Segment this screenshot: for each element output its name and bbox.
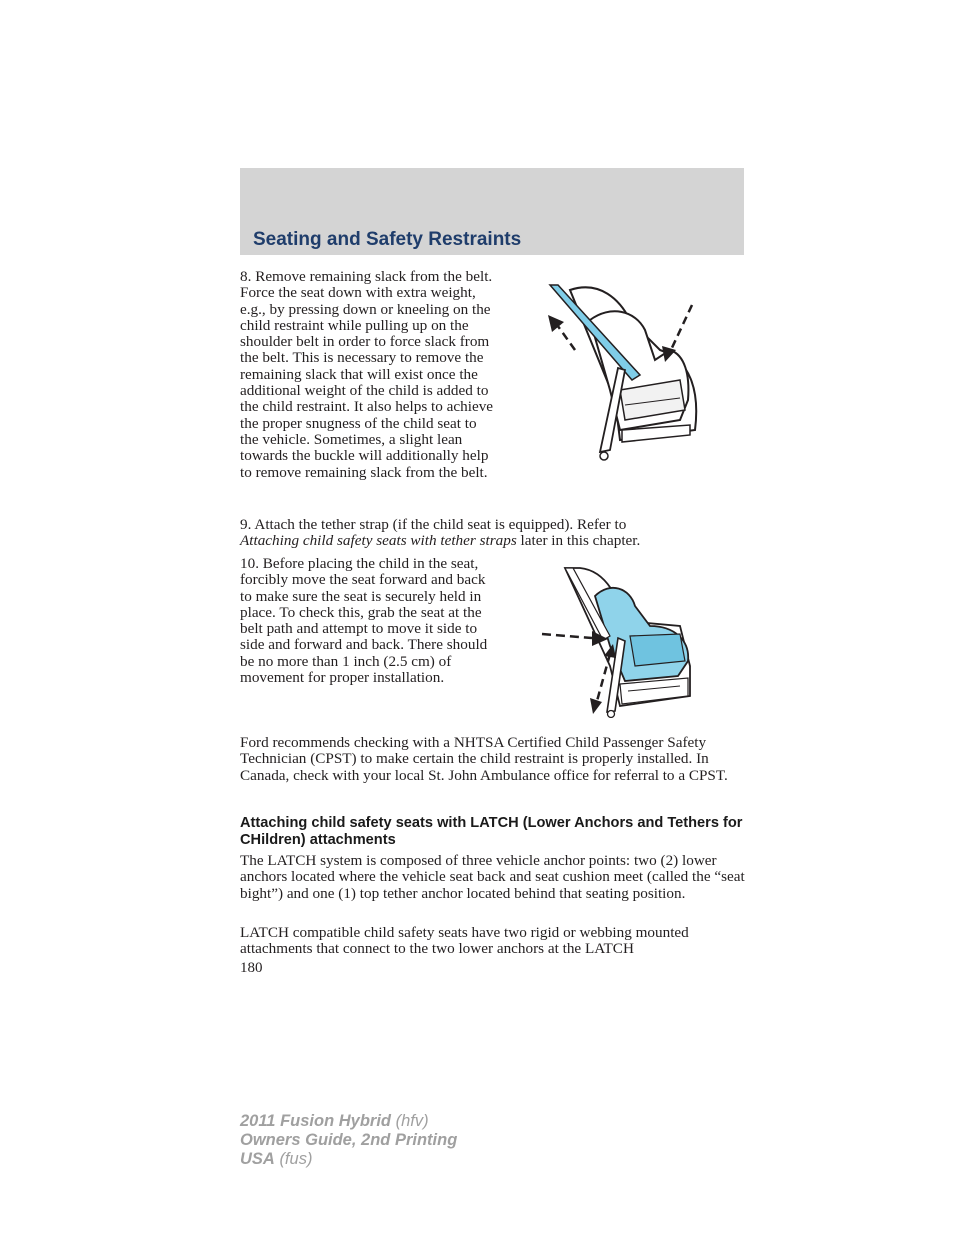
step-9-reference: Attaching child safety seats with tether straps bbox=[240, 532, 517, 550]
child-seat-belt-tighten-illustration bbox=[540, 280, 710, 470]
page-title: Seating and Safety Restraints bbox=[253, 229, 522, 250]
step-9-prefix: 9. Attach the tether strap (if the child seat is equipped). Refer to bbox=[240, 516, 627, 533]
child-seat-movement-check-illustration bbox=[540, 566, 700, 718]
footer-region-code: (fus) bbox=[279, 1150, 313, 1168]
step-8-body: 8. Remove remaining slack from the belt. Force the seat down with extra weight, e.g., by pressing down or kneeling on the child restraint while pulling up on the shoulder belt in order to force slack from the belt. This is necessary to remove the remaining slack that will exist once the additional weight of the child is added to the child restraint. It also helps to achieve the proper snugness of the child seat to the vehicle. Sometimes, a slight lean towards the buckle will additionally help to remove remaining slack from the belt. bbox=[240, 268, 494, 481]
side-to-side-arrow-icon bbox=[542, 634, 592, 638]
page-number: 180 bbox=[240, 960, 263, 976]
step-10-text bbox=[240, 556, 495, 686]
push-down-arrow-icon bbox=[670, 305, 692, 352]
footer-guide: Owners Guide, 2nd Printing bbox=[240, 1131, 458, 1149]
ford-recommends-text: Ford recommends checking with a NHTSA Certified Child Passenger Safety Technician (CPST) to make certain the child restraint is properly installed. In Canada, check with your local St. John Ambulance office for referral to a CPST. bbox=[240, 734, 728, 784]
footer-region: USA bbox=[240, 1150, 275, 1168]
latch-section-heading: Attaching child safety seats with LATCH (Lower Anchors and Tethers for CHildren) attachments bbox=[240, 815, 743, 848]
forward-back-arrow-icon bbox=[597, 654, 610, 701]
step-9-suffix: later in this chapter. bbox=[520, 532, 641, 550]
footer-model: 2011 Fusion Hybrid bbox=[240, 1112, 391, 1130]
step-8-text bbox=[240, 269, 560, 481]
step-9-text bbox=[240, 517, 745, 550]
step-10-body: 10. Before placing the child in the seat, forcibly move the seat forward and back to make sure the seat is securely held in place. To check this, grab the seat at the belt path and attempt to move it side to side and forward and back. There should be no more than 1 inch (2.5 cm) of movement for proper installation. bbox=[240, 555, 488, 687]
latch-paragraph-2: LATCH compatible child safety seats have two rigid or webbing mounted attachments that connect to the two lower anchors at the LATCH bbox=[240, 924, 689, 958]
footer-edition-info bbox=[240, 1112, 457, 1169]
latch-paragraph-1: The LATCH system is composed of three vehicle anchor points: two (2) lower anchors located where the vehicle seat back and seat cushion meet (called the “seat bight”) and one (1) top tether anchor located behind that seating position. bbox=[240, 852, 745, 902]
footer-model-code: (hfv) bbox=[395, 1112, 429, 1130]
